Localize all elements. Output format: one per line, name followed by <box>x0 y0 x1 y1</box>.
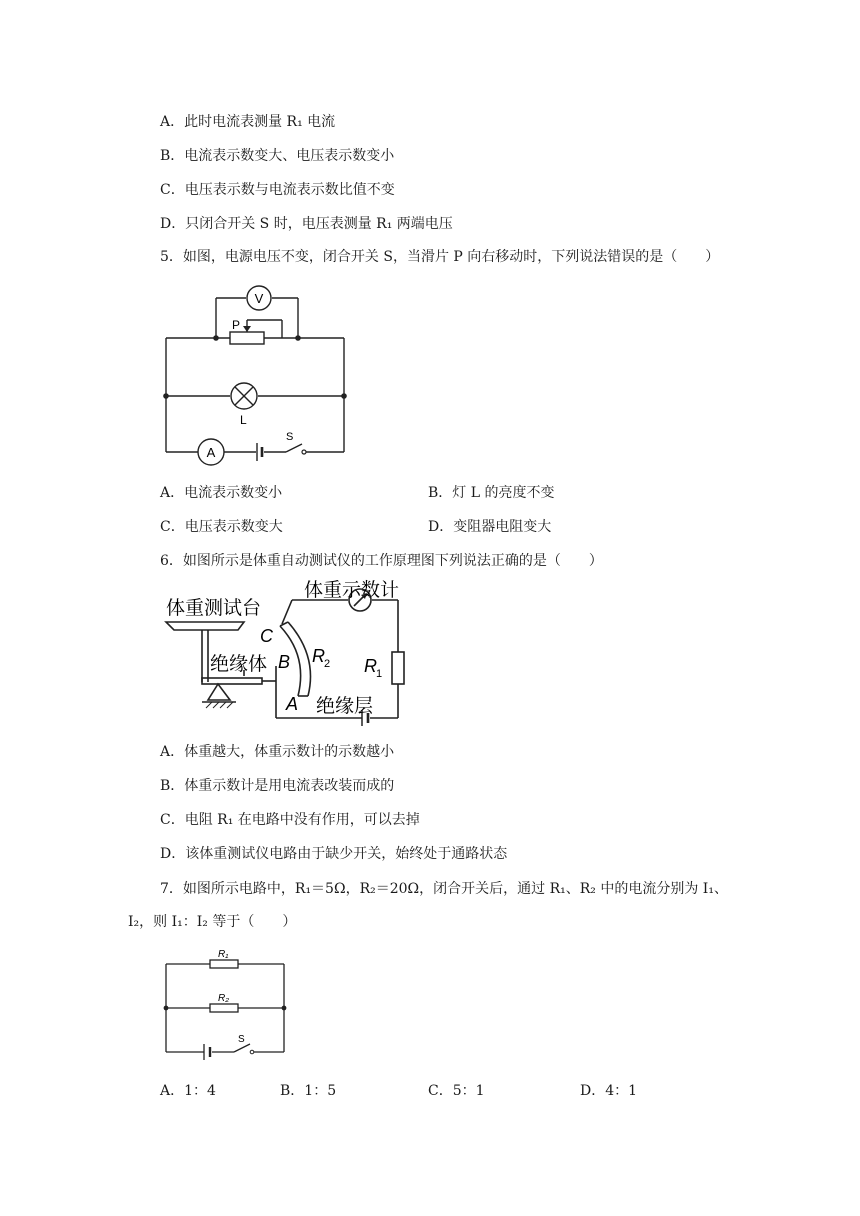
r1-subscript: 1 <box>376 668 383 680</box>
r2-label: R <box>312 646 325 666</box>
q6-weight-tester-diagram <box>158 578 428 726</box>
q7-stem-line1: 7．如图所示电路中，R₁＝5Ω，R₂＝20Ω，闭合开关后，通过 R₁、R₂ 中的电流分别为 I₁、 <box>160 881 728 897</box>
voltmeter-label: V <box>254 291 264 306</box>
point-b-label: B <box>278 652 291 672</box>
q5-option-d: D．变阻器电阻变大 <box>428 519 552 535</box>
point-c-label: C <box>260 626 273 646</box>
q7-option-a: A．1：4 <box>160 1083 216 1099</box>
q7-option-c: C．5：1 <box>428 1083 485 1099</box>
platform-label: 体重测试台 <box>166 598 262 619</box>
q7-option-d: D．4：1 <box>580 1083 638 1099</box>
q5-option-a: A．电流表示数变小 <box>160 485 283 501</box>
q7-stem-line2: I₂，则 I₁：I₂ 等于（ ） <box>128 914 297 930</box>
q6-option-d: D．该体重测试仪电路由于缺少开关，始终处于通路状态 <box>160 846 508 862</box>
meter-label: 体重示数计 <box>304 580 400 601</box>
insulating-layer-label: 绝缘层 <box>316 696 374 717</box>
lamp-label: L <box>240 413 247 427</box>
ammeter-label: A <box>206 445 216 460</box>
r1-label: R₁ <box>218 949 229 960</box>
q4-option-b: B．电流表示数变大、电压表示数变小 <box>160 148 395 164</box>
q5-stem: 5．如图，电源电压不变，闭合开关 S，当滑片 P 向右移动时，下列说法错误的是（ ） <box>160 249 720 265</box>
r1-label: R <box>364 656 377 676</box>
q7-option-b: B．1：5 <box>280 1083 337 1099</box>
q5-option-b: B．灯 L 的亮度不变 <box>428 485 555 501</box>
r2-label: R₂ <box>218 993 230 1004</box>
q4-option-c: C．电压表示数与电流表示数比值不变 <box>160 182 395 198</box>
point-a-label: A <box>286 694 299 714</box>
r2-subscript: 2 <box>324 658 331 670</box>
q4-option-a: A．此时电流表测量 R₁ 电流 <box>160 114 336 130</box>
q4-option-d: D．只闭合开关 S 时，电压表测量 R₁ 两端电压 <box>160 216 453 232</box>
switch-label: S <box>286 431 294 443</box>
q6-option-b: B．体重示数计是用电流表改装而成的 <box>160 778 395 794</box>
slider-label: P <box>232 318 241 332</box>
q7-parallel-circuit-diagram <box>160 944 296 1060</box>
switch-label: S <box>238 1034 245 1045</box>
q6-stem: 6．如图所示是体重自动测试仪的工作原理图下列说法正确的是（ ） <box>160 553 603 569</box>
q6-option-a: A．体重越大，体重示数计的示数越小 <box>160 744 395 760</box>
q6-option-c: C．电阻 R₁ 在电路中没有作用，可以去掉 <box>160 812 420 828</box>
q5-option-c: C．电压表示数变大 <box>160 519 283 535</box>
q5-circuit-diagram <box>160 280 360 470</box>
insulator-label: 绝缘体 <box>210 654 268 675</box>
